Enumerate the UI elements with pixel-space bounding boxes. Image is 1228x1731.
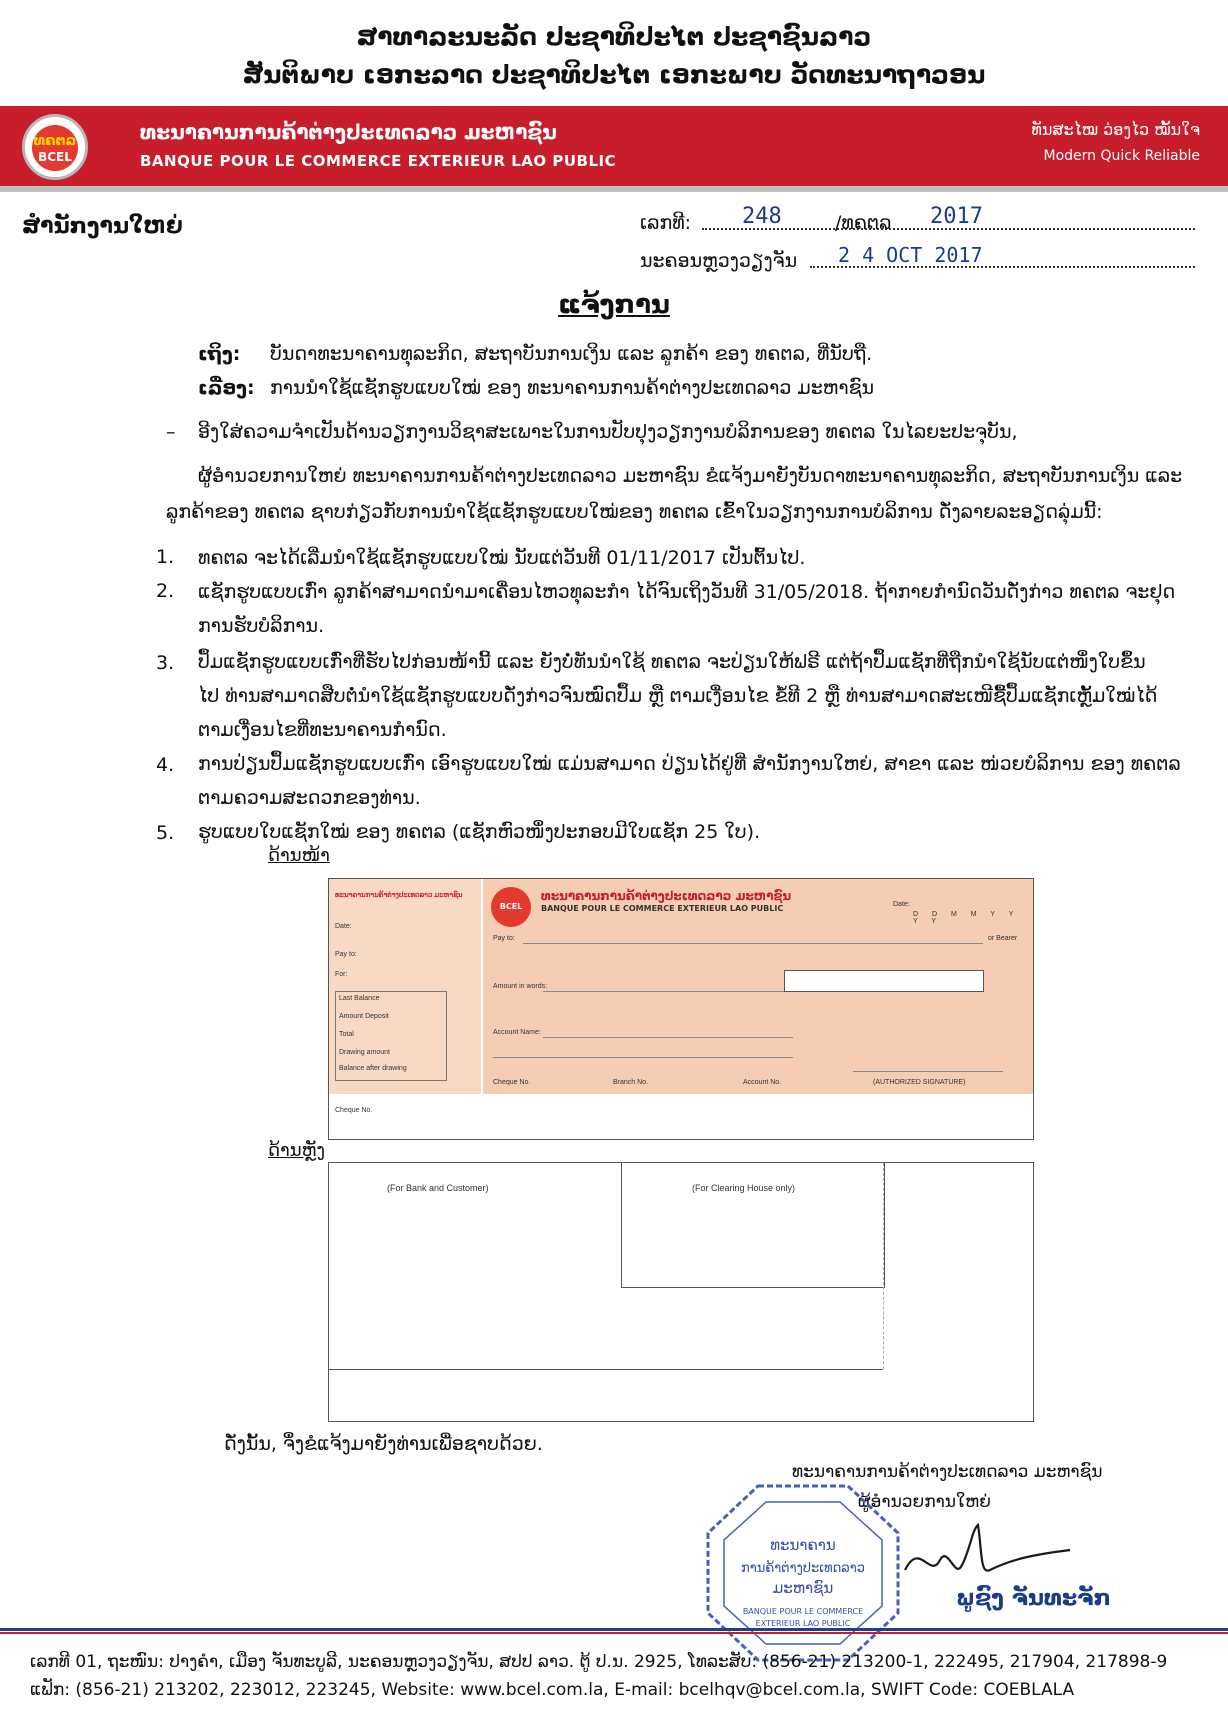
document-year: 2017 bbox=[930, 204, 983, 229]
intro-line-2: ລູກຄ້າຂອງ ທຄຕລ ຊາບກ່ຽວກັບການນຳໃຊ້ແຊັກຮູບແບບໃໝ່ຂອງ ທຄຕລ ເຂົ້າໃນວຽກງານການບໍລິການ ດັ່ງລາຍລະອຽດລຸ່ມນີ້: bbox=[166, 501, 1103, 523]
cheque-back bbox=[328, 1162, 1034, 1422]
bank-name-lao: ທະນາຄານການຄ້າຕ່າງປະເທດລາວ ມະຫາຊົນ bbox=[140, 120, 557, 144]
stamp-text-fr: EXTERIEUR LAO PUBLIC bbox=[755, 1619, 851, 1628]
cheque-bank-lao: ທະນາຄານການຄ້າຕ່າງປະເທດລາວ ມະຫາຊົນ bbox=[541, 889, 792, 903]
cheque-bank-fr: BANQUE POUR LE COMMERCE EXTERIEUR LAO PUBLIC bbox=[541, 904, 784, 913]
cheque-date-label: Date: bbox=[893, 901, 910, 908]
item-text: ແຊັກຮູບແບບເກົ່າ ລູກຄ້າສາມາດນຳມາເຄື່ອນໄຫວທຸລະກຳ ໄດ້ຈົນເຖິງວັນທີ 31/05/2018. ຖ້າກາຍກຳນົດວັນດັ່ງກ່າວ ທຄຕລ ຈະຢຸດ bbox=[198, 581, 1176, 603]
blank-line bbox=[493, 1057, 793, 1058]
amount-box bbox=[784, 970, 984, 992]
item-text: ປຶ້ມແຊັກຮູບແບບເກົ່າທີ່ຮັບໄປກ່ອນໜ້ານີ້ ແລະ ຍັງບໍ່ທັນນຳໃຊ້ ທຄຕລ ຈະປ່ຽນໃຫ້ຟຣີ ແຕ່ຖ້າປຶ້ມແຊັກທີ່ຖືກນຳໃຊ້ນັບແຕ່ໜຶ່ງໃບຂຶ້ນ bbox=[198, 651, 1146, 673]
account-no-label: Account No. bbox=[743, 1079, 782, 1086]
handwritten-signature bbox=[900, 1520, 1100, 1590]
cheque-amount-words: Amount in words: bbox=[493, 983, 548, 990]
cheque-account-name: Account Name: bbox=[493, 1029, 541, 1036]
stamp-text-lao: ມະຫາຊົນ bbox=[772, 1579, 834, 1597]
clearing-box bbox=[621, 1163, 885, 1288]
item-text: ທຄຕລ ຈະໄດ້ເລີ່ມນຳໃຊ້ແຊັກຮູບແບບໃໝ່ ນັບແຕ່ວັນທີ 01/11/2017 ເປັນຕົ້ນໄປ. bbox=[198, 547, 806, 569]
banner-shadow bbox=[0, 186, 1228, 192]
stub-balance-table bbox=[335, 991, 447, 1081]
cheque-date-boxes: D D M M Y Y Y Y bbox=[913, 911, 1020, 925]
item-text: ຮູບແບບໃບແຊັກໃໝ່ ຂອງ ທຄຕລ (ແຊັກຫົວໜຶ່ງປະກອບມີໃບແຊັກ 25 ໃບ). bbox=[198, 821, 761, 843]
signature-role: ຜູ້ອຳນວຍການໃຫຍ່ bbox=[858, 1492, 991, 1512]
item-text: ຕາມຄວາມສະດວກຂອງທ່ານ. bbox=[198, 787, 421, 809]
stamp-text-lao: ການຄ້າຕ່າງປະເທດລາວ bbox=[741, 1561, 865, 1576]
official-stamp bbox=[698, 1478, 908, 1668]
stub-row: Amount Deposit bbox=[339, 1013, 389, 1020]
back-divider bbox=[329, 1369, 883, 1370]
to-text: ບັນດາທະນາຄານທຸລະກິດ, ສະຖາບັນການເງິນ ແລະ ລູກຄ້າ ຂອງ ທຄຕລ, ທີ່ນັບຖື. bbox=[270, 343, 873, 365]
national-motto: ສັນຕິພາບ ເອກະລາດ ປະຊາທິປະໄຕ ເອກະພາບ ວັດທະນາຖາວອນ bbox=[242, 60, 986, 89]
branch-no-label: Branch No. bbox=[613, 1079, 649, 1086]
bank-name-fr: BANQUE POUR LE COMMERCE EXTERIEUR LAO PUBLIC bbox=[140, 152, 617, 170]
item-number: 1. bbox=[156, 546, 175, 568]
footer-contacts: ແຟັກ: (856-21) 213202, 223012, 223245, Website: www.bcel.com.la, E-mail: bcelhqv@bcel.com.la, SWIFT Code: COEBLALA bbox=[30, 1680, 1075, 1700]
footer-rule-red bbox=[0, 1632, 1228, 1634]
item-number: 5. bbox=[156, 822, 175, 844]
country-name: ສາທາລະນະລັດ ປະຊາທິປະໄຕ ປະຊາຊົນລາວ bbox=[356, 22, 872, 51]
item-text: ການຮັບບໍລິການ. bbox=[198, 615, 325, 637]
signatory-name: ພູຊົງ ຈັນທະຈັກ bbox=[956, 1586, 1111, 1611]
intro-line-1: ຜູ້ອຳນວຍການໃຫຍ່ ທະນາຄານການຄ້າຕ່າງປະເທດລາວ ມະຫາຊົນ ຂໍແຈ້ງມາຍັງບັນດາທະນາຄານທຸລະກິດ, ສະຖາບັນການເງິນ ແລະ bbox=[198, 465, 1183, 487]
cheque-no-label: Cheque No. bbox=[493, 1079, 531, 1086]
front-side-label: ດ້ານໜ້າ bbox=[268, 845, 330, 866]
stamp-text-fr: BANQUE POUR LE COMMERCE bbox=[742, 1607, 864, 1616]
reference-text: ອີງໃສ່ຄວາມຈຳເປັນດ້ານວຽກງານວິຊາສະເພາະໃນການປັບປຸງວຽກງານບໍລິການຂອງ ທຄຕລ ໃນໄລຍະປະຈຸບັນ, bbox=[198, 421, 1018, 443]
bcel-logo bbox=[22, 114, 88, 180]
back-side-label: ດ້ານຫຼັງ bbox=[268, 1140, 326, 1161]
account-name-line bbox=[543, 1037, 793, 1038]
footer-address: ເລກທີ 01, ຖະໜົນ: ປາງຄຳ, ເມືອງ ຈັນທະບູລີ, ນະຄອນຫຼວງວຽງຈັນ, ສປປ ລາວ. ຕູ້ ປ.ນ. 2925, ໂທລະສັບ: (856-21) 213200-1, 222495, 217904, 217898-9 bbox=[30, 1652, 1168, 1672]
item-text: ການປ່ຽນປຶ້ມແຊັກຮູບແບບເກົ່າ ເອົາຮູບແບບໃໝ່ ແມ່ນສາມາດ ປ່ຽນໄດ້ຢູ່ທີ່ ສຳນັກງານໃຫຍ່, ສາຂາ ແລະ ໜ່ວຍບໍລິການ ຂອງ ທຄຕລ bbox=[198, 753, 1181, 775]
item-text: ໄປ ທ່ານສາມາດສືບຕໍ່ນຳໃຊ້ແຊັກຮູບແບບດັ່ງກ່າວຈົນໝົດປຶ້ມ ຫຼື ຕາມເງື່ອນໄຂ ຂໍ້ທີ 2 ຫຼື ທ່ານສາມາດສະເໜີຊື້ປຶ້ມແຊັກເຫຼັ້ມໃໝ່ໄດ້ bbox=[198, 685, 1158, 707]
stub-row: Balance after drawing bbox=[339, 1065, 407, 1072]
slogan-en: Modern Quick Reliable bbox=[1043, 148, 1200, 164]
back-clearing: (For Clearing House only) bbox=[692, 1183, 796, 1193]
dept-label: /ທຄຕລ bbox=[835, 212, 892, 234]
slogan-lao: ທັນສະໄໝ ວ່ອງໄວ ໝັ້ນໃຈ bbox=[1031, 120, 1200, 139]
stub-date-label: Date: bbox=[335, 923, 352, 930]
item-text: ຕາມເງື່ອນໄຂທີ່ທະນາຄານກຳນົດ. bbox=[198, 719, 447, 741]
date-stamp: 2 4 OCT 2017 bbox=[838, 243, 983, 267]
stub-row: Total bbox=[339, 1031, 354, 1038]
notice-title: ແຈ້ງການ bbox=[558, 290, 670, 320]
stub-payto-label: Pay to: bbox=[335, 951, 357, 958]
item-number: 2. bbox=[156, 580, 175, 602]
back-bank-customer: (For Bank and Customer) bbox=[387, 1183, 489, 1193]
stub-cheque-no: Cheque No. bbox=[335, 1107, 373, 1114]
stamp-text-lao: ທະນາຄານ bbox=[770, 1536, 836, 1554]
document-number: 248 bbox=[742, 204, 782, 229]
payto-line bbox=[523, 943, 983, 944]
office-name: ສຳນັກງານໃຫຍ່ bbox=[22, 214, 183, 239]
logo-en-text: BCEL bbox=[38, 150, 72, 164]
cheque-front bbox=[328, 878, 1034, 1140]
cheque-stub bbox=[329, 879, 481, 1094]
reference-bullet: – bbox=[166, 421, 176, 443]
stub-row: Drawing amount bbox=[339, 1049, 390, 1056]
subject-text: ການນຳໃຊ້ແຊັກຮູບແບບໃໝ່ ຂອງ ທະນາຄານການຄ້າຕ່າງປະເທດລາວ ມະຫາຊົນ bbox=[270, 377, 875, 399]
perforation-line bbox=[883, 1163, 884, 1369]
stub-bank-name: ທະນາຄານການຄ້າຕ່າງປະເທດລາວ ມະຫາຊົນ bbox=[335, 892, 463, 899]
item-number: 3. bbox=[156, 652, 175, 674]
cheque-logo: BCEL bbox=[491, 887, 531, 927]
number-label: ເລກທີ: bbox=[640, 212, 692, 234]
cheque-or-bearer: or Bearer bbox=[988, 935, 1018, 942]
amount-line bbox=[543, 991, 793, 992]
cheque-payto: Pay to: bbox=[493, 935, 515, 942]
authorized-signature-label: (AUTHORIZED SIGNATURE) bbox=[873, 1079, 966, 1086]
to-label: ເຖິງ: bbox=[198, 343, 241, 365]
closing-text: ດັ່ງນັ້ນ, ຈຶ່ງຂໍແຈ້ງມາຍັງທ່ານເພື່ອຊາບດ້ວຍ. bbox=[224, 1433, 543, 1455]
logo-lao-text: ທຄຕລ bbox=[33, 133, 77, 149]
signature-line bbox=[853, 1071, 1003, 1072]
stub-row: Last Balance bbox=[339, 995, 380, 1002]
place-label: ນະຄອນຫຼວງວຽງຈັນ bbox=[640, 250, 798, 272]
item-number: 4. bbox=[156, 754, 175, 776]
subject-label: ເລື່ອງ: bbox=[198, 377, 255, 399]
signature-org: ທະນາຄານການຄ້າຕ່າງປະເທດລາວ ມະຫາຊົນ bbox=[792, 1462, 1103, 1482]
stub-for-label: For: bbox=[335, 971, 348, 978]
footer-rule bbox=[0, 1628, 1228, 1631]
